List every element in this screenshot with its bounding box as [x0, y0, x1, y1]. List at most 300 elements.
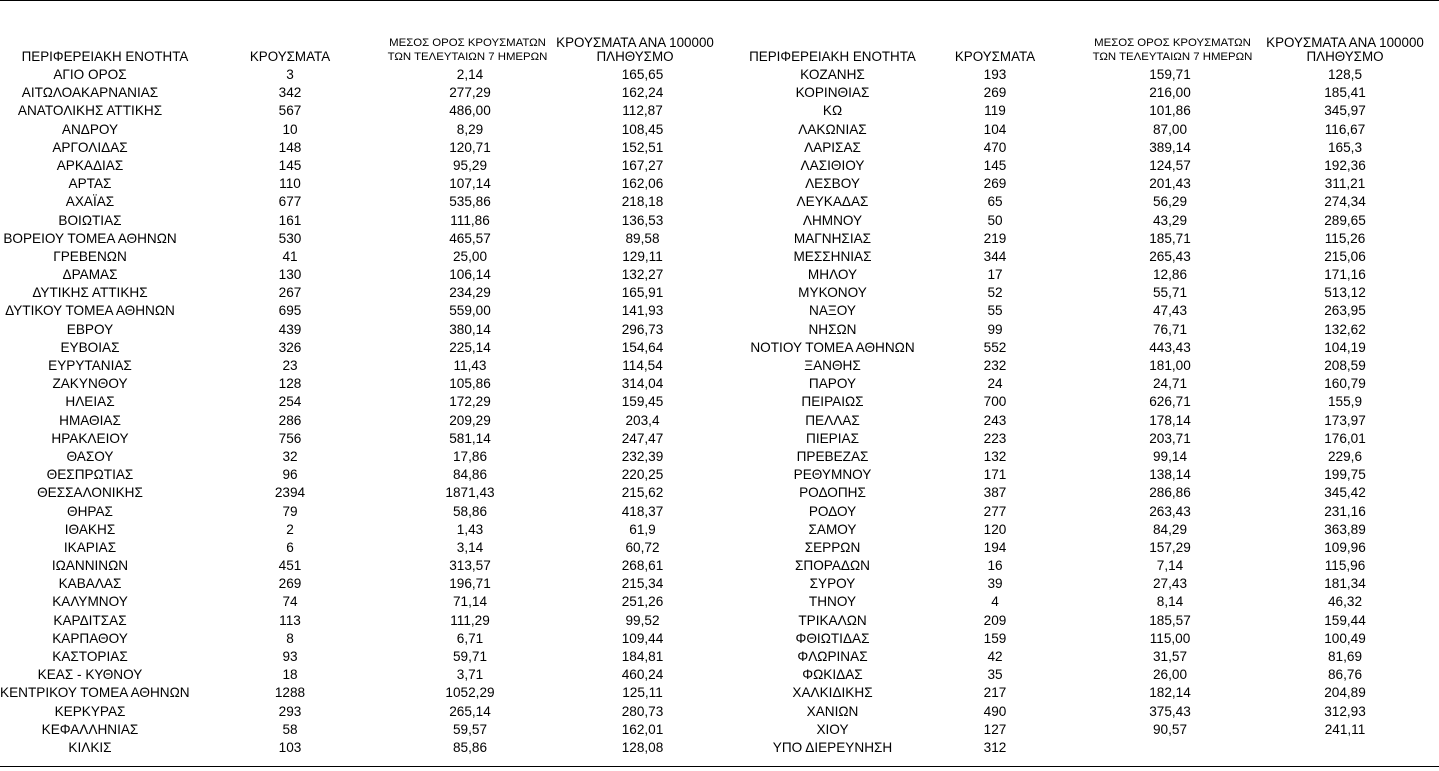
table-row [0, 612, 1439, 630]
cell-region-right: ΡΟΔΟΥ [808, 503, 857, 519]
cell-per-100k-right: 204,89 [1324, 685, 1366, 701]
cell-average-right: 389,14 [1149, 139, 1191, 155]
cell-cases-left: 58 [282, 721, 298, 737]
cell-per-100k-right: 132,62 [1324, 321, 1366, 337]
table-row [0, 84, 1439, 102]
cell-cases-left: 342 [278, 85, 302, 101]
cell-cases-right: 35 [987, 667, 1003, 683]
table-row [0, 193, 1439, 211]
cell-average-right: 185,57 [1149, 612, 1191, 628]
cell-region-right: ΤΡΙΚΑΛΩΝ [798, 612, 867, 628]
cell-cases-left: 756 [278, 430, 302, 446]
cell-per-100k-left: 162,06 [621, 176, 664, 192]
cell-cases-right: 217 [983, 685, 1007, 701]
cell-per-100k-right: 215,06 [1324, 248, 1366, 264]
cell-per-100k-right: 231,16 [1324, 503, 1366, 519]
cell-per-100k-left: 165,91 [621, 285, 664, 301]
cell-per-100k-right: 312,93 [1324, 703, 1366, 719]
cell-cases-left: 293 [278, 703, 302, 719]
cell-region-left: ΑΡΓΟΛΙΔΑΣ [52, 139, 128, 155]
cell-cases-right: 193 [983, 67, 1007, 82]
cell-per-100k-left: 125,11 [622, 685, 663, 701]
cell-per-100k-right: 263,95 [1324, 303, 1366, 319]
cell-region-left: ΗΛΕΙΑΣ [65, 394, 115, 410]
cell-per-100k-left: 460,24 [621, 667, 664, 683]
cell-average-left: 25,00 [452, 248, 488, 264]
cell-per-100k-left: 162,01 [621, 721, 664, 737]
cell-average-left: 277,29 [449, 85, 491, 101]
cell-average-right: 24,71 [1152, 376, 1188, 392]
cell-average-right: 203,71 [1149, 430, 1191, 446]
cell-average-right: 181,00 [1149, 358, 1191, 373]
cell-average-right: 99,14 [1152, 448, 1188, 464]
cell-per-100k-right: 81,69 [1327, 649, 1363, 664]
cell-per-100k-left: 112,87 [622, 103, 663, 119]
table-row [0, 666, 1439, 684]
cell-average-left: 225,14 [449, 339, 491, 355]
cell-average-right [1095, 739, 1245, 757]
cell-per-100k-left: 247,47 [621, 430, 664, 446]
cell-cases-left: 439 [278, 321, 302, 337]
cell-per-100k-left: 128,08 [621, 739, 664, 755]
cell-cases-right: 344 [983, 248, 1007, 264]
cell-cases-right: 243 [983, 412, 1007, 428]
table-row [0, 648, 1439, 666]
cell-cases-right: 65 [987, 194, 1003, 210]
cell-average-right: 124,57 [1149, 157, 1191, 173]
cell-region-right: ΣΑΜΟΥ [808, 521, 857, 537]
cell-average-right: 7,14 [1156, 558, 1184, 574]
cell-region-left: ΙΩΑΝΝΙΝΩΝ [51, 558, 129, 574]
cell-cases-left: 2 [286, 521, 294, 537]
cell-average-right: 216,00 [1149, 85, 1191, 101]
cell-average-left: 3,14 [456, 539, 484, 555]
cell-region-left: ΗΡΑΚΛΕΙΟΥ [51, 430, 129, 446]
cell-per-100k-right: 160,79 [1324, 376, 1366, 392]
table-row [0, 503, 1439, 521]
cell-per-100k-right: 86,76 [1327, 667, 1363, 683]
table-row [0, 175, 1439, 193]
table-row [0, 393, 1439, 411]
table-row [0, 339, 1439, 357]
header-per-100k-right: ΚΡΟΥΣΜΑΤΑ ΑΝΑ 100000 ΠΛΗΘΥΣΜΟ [1266, 35, 1424, 64]
cell-average-right: 286,86 [1149, 485, 1191, 501]
cell-average-left: 1871,43 [445, 485, 495, 501]
cell-region-left: ΚΙΛΚΙΣ [68, 739, 112, 755]
cell-cases-left: 6 [286, 539, 294, 555]
cell-cases-right: 387 [983, 485, 1007, 501]
cell-average-left: 105,86 [449, 376, 491, 392]
table-row [0, 557, 1439, 575]
cell-per-100k-right: 274,34 [1324, 194, 1366, 210]
cell-cases-left: 326 [278, 339, 302, 355]
table-row [0, 575, 1439, 593]
cell-average-left: 84,86 [452, 467, 488, 483]
cell-cases-left: 128 [278, 376, 302, 392]
table-row [0, 448, 1439, 466]
cell-region-left: ΑΙΤΩΛΟΑΚΑΡΝΑΝΙΑΣ [21, 85, 159, 101]
cell-cases-left: 110 [279, 176, 301, 192]
cell-per-100k-right: 104,19 [1324, 339, 1366, 355]
cell-cases-right: 145 [983, 157, 1007, 173]
table-row [0, 357, 1439, 375]
cell-cases-left: 3 [286, 67, 294, 82]
cell-per-100k-left: 165,65 [621, 67, 664, 82]
cell-average-left: 196,71 [449, 576, 491, 592]
cell-average-right: 265,43 [1149, 248, 1191, 264]
cell-per-100k-left: 132,27 [621, 267, 664, 283]
cell-average-right: 27,43 [1152, 576, 1188, 592]
cell-region-left: ΚΕΝΤΡΙΚΟΥ ΤΟΜΕΑ ΑΘΗΝΩΝ [0, 685, 190, 701]
cell-region-right: ΥΠΟ ΔΙΕΡΕΥΝΗΣΗ [772, 739, 893, 755]
cell-region-left: ΘΕΣΠΡΩΤΙΑΣ [46, 467, 134, 483]
table-row [0, 102, 1439, 120]
cell-per-100k-left: 251,26 [621, 594, 664, 610]
cell-average-left: 559,00 [449, 303, 491, 319]
cell-region-right: ΠΕΙΡΑΙΩΣ [801, 394, 864, 410]
cell-per-100k-right: 115,26 [1324, 230, 1366, 246]
cell-region-left: ΚΕΦΑΛΛΗΝΙΑΣ [41, 721, 139, 737]
cell-average-left: 107,14 [449, 176, 491, 192]
cell-region-right: ΛΑΣΙΘΙΟΥ [800, 157, 865, 173]
cell-region-right: ΛΑΡΙΣΑΣ [804, 139, 861, 155]
cell-cases-right: 209 [983, 612, 1007, 628]
cell-average-left: 106,14 [449, 267, 491, 283]
cell-cases-right: 119 [984, 103, 1006, 119]
cell-region-right: ΧΑΝΙΩΝ [806, 703, 859, 719]
cell-region-right: ΦΛΩΡΙΝΑΣ [797, 649, 868, 664]
cell-per-100k-right: 363,89 [1324, 521, 1366, 537]
cell-average-right: 76,71 [1152, 321, 1188, 337]
cell-average-right: 157,29 [1149, 539, 1191, 555]
cell-region-left: ΑΡΤΑΣ [68, 176, 112, 192]
cell-region-right: ΡΕΘΥΜΝΟΥ [793, 467, 872, 483]
cell-per-100k-right [1270, 739, 1420, 757]
cell-cases-right: 232 [983, 358, 1007, 373]
table-row [0, 248, 1439, 266]
cell-average-right: 178,14 [1149, 412, 1191, 428]
cell-region-left: ΙΘΑΚΗΣ [64, 521, 116, 537]
cell-cases-left: 267 [278, 285, 302, 301]
cell-per-100k-right: 185,41 [1324, 85, 1366, 101]
cell-per-100k-left: 114,54 [622, 358, 663, 373]
cell-cases-right: 127 [983, 721, 1007, 737]
cell-average-right: 90,57 [1152, 721, 1188, 737]
cell-cases-left: 145 [278, 157, 302, 173]
cell-average-left: 581,14 [449, 430, 491, 446]
cell-region-right: ΜΕΣΣΗΝΙΑΣ [793, 248, 872, 264]
cell-region-left: ΕΥΡΥΤΑΝΙΑΣ [48, 358, 132, 373]
table-row [0, 593, 1439, 611]
cell-average-left: 535,86 [449, 194, 491, 210]
cell-per-100k-left: 61,9 [629, 521, 656, 537]
cell-per-100k-left: 268,61 [621, 558, 664, 574]
cell-region-left: ΘΑΣΟΥ [66, 448, 114, 464]
cell-cases-left: 161 [278, 212, 302, 228]
cell-region-left: ΑΝΑΤΟΛΙΚΗΣ ΑΤΤΙΚΗΣ [17, 103, 163, 119]
cell-region-right: ΧΙΟΥ [816, 721, 849, 737]
cell-cases-left: 113 [279, 612, 301, 628]
cell-per-100k-left: 99,52 [625, 612, 660, 628]
cell-region-left: ΕΒΡΟΥ [66, 321, 114, 337]
cell-region-left: ΑΧΑΪΑΣ [65, 194, 115, 210]
cell-cases-right: 312 [983, 739, 1007, 755]
cell-cases-right: 269 [983, 85, 1007, 101]
cell-average-left: 1052,29 [445, 685, 495, 701]
cell-cases-left: 18 [282, 667, 298, 683]
cell-per-100k-right: 165,3 [1327, 139, 1363, 155]
cell-region-left: ΖΑΚΥΝΘΟΥ [52, 376, 128, 392]
cell-average-left: 85,86 [452, 739, 488, 755]
cell-cases-left: 286 [278, 412, 302, 428]
cell-region-left: ΚΕΑΣ - ΚΥΘΝΟΥ [37, 667, 143, 683]
cell-average-right: 56,29 [1152, 194, 1188, 210]
cell-average-right: 138,14 [1149, 467, 1191, 483]
cell-average-left: 111,29 [450, 612, 490, 628]
cell-region-right: ΚΟΖΑΝΗΣ [800, 67, 865, 82]
cell-average-right: 182,14 [1149, 685, 1191, 701]
cell-region-right: ΜΑΓΝΗΣΙΑΣ [793, 230, 872, 246]
cell-per-100k-right: 208,59 [1324, 358, 1366, 373]
cell-cases-right: 99 [987, 321, 1003, 337]
cell-per-100k-left: 215,34 [621, 576, 664, 592]
cell-average-right: 375,43 [1149, 703, 1191, 719]
cell-region-right: ΛΗΜΝΟΥ [802, 212, 863, 228]
cell-cases-right: 700 [983, 394, 1007, 410]
cell-per-100k-right: 345,97 [1324, 103, 1366, 119]
cell-average-left: 6,71 [456, 630, 484, 646]
cell-region-right: ΚΩ [822, 103, 843, 119]
cell-cases-right: 55 [987, 303, 1003, 319]
cell-per-100k-right: 173,97 [1324, 412, 1366, 428]
cell-per-100k-left: 152,51 [621, 139, 664, 155]
cell-per-100k-right: 311,21 [1324, 176, 1366, 192]
table-row [0, 230, 1439, 248]
cell-cases-left: 1288 [274, 685, 306, 701]
cell-cases-right: 159 [983, 630, 1007, 646]
cell-per-100k-left: 136,53 [621, 212, 664, 228]
table-row [0, 139, 1439, 157]
cell-average-right: 159,71 [1149, 67, 1191, 82]
cell-region-right: ΣΥΡΟΥ [809, 576, 856, 592]
table-row [0, 684, 1439, 702]
cell-region-left: ΕΥΒΟΙΑΣ [60, 339, 120, 355]
cell-average-left: 3,71 [456, 667, 484, 683]
cell-cases-right: 120 [983, 521, 1007, 537]
cell-region-right: ΡΟΔΟΠΗΣ [799, 485, 866, 501]
cell-per-100k-right: 192,36 [1324, 157, 1366, 173]
table-row [0, 539, 1439, 557]
data-table-body [0, 66, 1439, 757]
cell-average-right: 12,86 [1152, 267, 1188, 283]
header-average-right: ΜΕΣΟΣ ΟΡΟΣ ΚΡΟΥΣΜΑΤΩΝ ΤΩΝ ΤΕΛΕΥΤΑΙΩΝ 7 ΗΜΕΡΩΝ [1092, 37, 1253, 63]
cell-per-100k-left: 108,45 [621, 121, 664, 137]
cell-per-100k-left: 60,72 [625, 539, 660, 555]
cell-per-100k-left: 159,45 [621, 394, 664, 410]
cell-region-left: ΔΥΤΙΚΗΣ ΑΤΤΙΚΗΣ [32, 285, 148, 301]
cell-per-100k-left: 167,27 [621, 157, 664, 173]
table-row [0, 430, 1439, 448]
cell-region-right: ΛΕΣΒΟΥ [805, 176, 860, 192]
cell-region-right: ΠΕΛΛΑΣ [805, 412, 860, 428]
bottom-border-line [0, 766, 1439, 767]
cell-region-left: ΑΓΙΟ ΟΡΟΣ [53, 67, 127, 82]
cell-cases-right: 39 [987, 576, 1003, 592]
cell-region-right: ΛΕΥΚΑΔΑΣ [796, 194, 869, 210]
cell-cases-right: 4 [991, 594, 999, 610]
cell-cases-left: 93 [282, 649, 298, 664]
cell-average-left: 8,29 [456, 121, 484, 137]
top-border-line [0, 0, 1439, 1]
cell-cases-left: 74 [282, 594, 298, 610]
cell-region-right: ΚΟΡΙΝΘΙΑΣ [795, 85, 870, 101]
cell-cases-right: 277 [983, 503, 1007, 519]
cell-cases-left: 254 [278, 394, 302, 410]
header-cases-left: ΚΡΟΥΣΜΑΤΑ [249, 49, 331, 64]
cell-average-right: 101,86 [1149, 103, 1191, 119]
cell-cases-right: 52 [987, 285, 1003, 301]
cell-cases-left: 103 [278, 739, 302, 755]
cell-average-left: 265,14 [449, 703, 491, 719]
header-region-right: ΠΕΡΙΦΕΡΕΙΑΚΗ ΕΝΟΤΗΤΑ [749, 49, 916, 64]
cell-region-left: ΑΡΚΑΔΙΑΣ [56, 157, 124, 173]
cell-cases-left: 96 [282, 467, 298, 483]
cell-per-100k-left: 232,39 [621, 448, 664, 464]
cell-per-100k-left: 203,4 [625, 412, 660, 428]
cell-average-left: 95,29 [452, 157, 488, 173]
cell-average-right: 626,71 [1149, 394, 1191, 410]
cell-cases-right: 104 [983, 121, 1007, 137]
table-row [0, 302, 1439, 320]
cell-average-left: 172,29 [449, 394, 491, 410]
table-row [0, 66, 1439, 84]
cell-per-100k-right: 109,96 [1324, 539, 1366, 555]
cell-cases-right: 42 [987, 649, 1003, 664]
cell-region-left: ΚΑΡΔΙΤΣΑΣ [53, 612, 127, 628]
cell-cases-left: 148 [278, 139, 302, 155]
cell-per-100k-left: 154,64 [621, 339, 664, 355]
cell-average-right: 263,43 [1149, 503, 1191, 519]
table-row [0, 157, 1439, 175]
cell-cases-right: 219 [983, 230, 1007, 246]
cell-per-100k-left: 220,25 [621, 467, 664, 483]
cell-average-left: 465,57 [449, 230, 491, 246]
cell-average-right: 47,43 [1152, 303, 1188, 319]
cell-per-100k-left: 184,81 [621, 649, 664, 664]
cell-cases-right: 50 [987, 212, 1003, 228]
table-row [0, 721, 1439, 739]
cell-region-right: ΠΙΕΡΙΑΣ [806, 430, 859, 446]
cell-region-left: ΘΗΡΑΣ [67, 503, 113, 519]
cell-region-right: ΛΑΚΩΝΙΑΣ [798, 121, 867, 137]
table-row [0, 703, 1439, 721]
cell-average-left: 380,14 [449, 321, 491, 337]
header-per-100k-left: ΚΡΟΥΣΜΑΤΑ ΑΝΑ 100000 ΠΛΗΘΥΣΜΟ [556, 35, 714, 64]
table-row [0, 121, 1439, 139]
cell-average-left: 59,71 [452, 649, 488, 664]
cell-per-100k-left: 109,44 [621, 630, 664, 646]
header-region-left: ΠΕΡΙΦΕΡΕΙΑΚΗ ΕΝΟΤΗΤΑ [21, 49, 189, 64]
cell-per-100k-right: 115,96 [1324, 558, 1366, 574]
cell-average-right: 43,29 [1152, 212, 1188, 228]
table-row [0, 375, 1439, 393]
table-row [0, 466, 1439, 484]
cell-cases-left: 23 [282, 358, 298, 373]
cell-cases-left: 41 [282, 248, 298, 264]
cell-average-right: 84,29 [1152, 521, 1188, 537]
cell-per-100k-left: 215,62 [621, 485, 664, 501]
cell-average-left: 17,86 [452, 448, 488, 464]
cell-region-right: ΠΑΡΟΥ [808, 376, 857, 392]
cell-per-100k-right: 128,5 [1327, 67, 1363, 82]
header-average-left: ΜΕΣΟΣ ΟΡΟΣ ΚΡΟΥΣΜΑΤΩΝ ΤΩΝ ΤΕΛΕΥΤΑΙΩΝ 7 ΗΜΕΡΩΝ [387, 37, 548, 63]
cell-average-left: 58,86 [452, 503, 488, 519]
cell-cases-left: 10 [282, 121, 298, 137]
cell-region-left: ΚΑΡΠΑΘΟΥ [52, 630, 128, 646]
cell-cases-left: 530 [278, 230, 302, 246]
cell-region-left: ΚΑΛΥΜΝΟΥ [52, 594, 128, 610]
cell-per-100k-right: 116,67 [1324, 121, 1366, 137]
cell-average-right: 201,43 [1149, 176, 1191, 192]
cell-region-left: ΔΥΤΙΚΟΥ ΤΟΜΕΑ ΑΘΗΝΩΝ [5, 303, 175, 319]
cell-region-right: ΜΥΚΟΝΟΥ [798, 285, 867, 301]
table-row [0, 412, 1439, 430]
cell-region-left: ΚΑΒΑΛΑΣ [58, 576, 122, 592]
cell-per-100k-right: 181,34 [1324, 576, 1366, 592]
cell-average-right: 31,57 [1152, 649, 1188, 664]
cell-cases-right: 16 [987, 558, 1003, 574]
cell-region-left: ΚΕΡΚΥΡΑΣ [54, 703, 126, 719]
cell-cases-left: 2394 [274, 485, 306, 501]
cell-average-left: 59,57 [452, 721, 488, 737]
cell-per-100k-right: 155,9 [1327, 394, 1363, 410]
table-row [0, 321, 1439, 339]
cell-cases-left: 695 [278, 303, 302, 319]
cell-region-right: ΞΑΝΘΗΣ [804, 358, 861, 373]
table-row [0, 521, 1439, 539]
cell-per-100k-left: 218,18 [621, 194, 664, 210]
cell-per-100k-right: 199,75 [1324, 467, 1366, 483]
cell-per-100k-left: 280,73 [621, 703, 664, 719]
cell-cases-right: 17 [987, 267, 1003, 283]
cell-cases-right: 470 [983, 139, 1007, 155]
cell-average-left: 486,00 [449, 103, 491, 119]
cell-region-left: ΒΟΙΩΤΙΑΣ [58, 212, 122, 228]
cell-average-right: 26,00 [1152, 667, 1188, 683]
cell-average-right: 55,71 [1152, 285, 1188, 301]
table-row [0, 630, 1439, 648]
cell-cases-right: 269 [983, 176, 1007, 192]
cell-per-100k-left: 418,37 [621, 503, 664, 519]
cell-region-right: ΤΗΝΟΥ [808, 594, 857, 610]
cell-per-100k-right: 229,6 [1327, 448, 1363, 464]
cell-cases-right: 194 [983, 539, 1007, 555]
cell-average-right: 443,43 [1149, 339, 1191, 355]
cell-region-left: ΑΝΔΡΟΥ [61, 121, 119, 137]
cell-per-100k-left: 141,93 [621, 303, 664, 319]
cell-average-left: 234,29 [449, 285, 491, 301]
cell-region-right: ΝΗΣΩΝ [808, 321, 857, 337]
cell-per-100k-left: 296,73 [621, 321, 664, 337]
cell-region-left: ΗΜΑΘΙΑΣ [59, 412, 121, 428]
cell-region-right: ΝΟΤΙΟΥ ΤΟΜΕΑ ΑΘΗΝΩΝ [750, 339, 915, 355]
cell-average-left: 120,71 [449, 139, 491, 155]
cell-cases-right: 24 [987, 376, 1003, 392]
cell-average-right: 115,00 [1149, 630, 1191, 646]
cell-cases-left: 451 [278, 558, 302, 574]
cell-average-left: 313,57 [449, 558, 491, 574]
cell-region-right: ΦΘΙΩΤΙΔΑΣ [795, 630, 870, 646]
